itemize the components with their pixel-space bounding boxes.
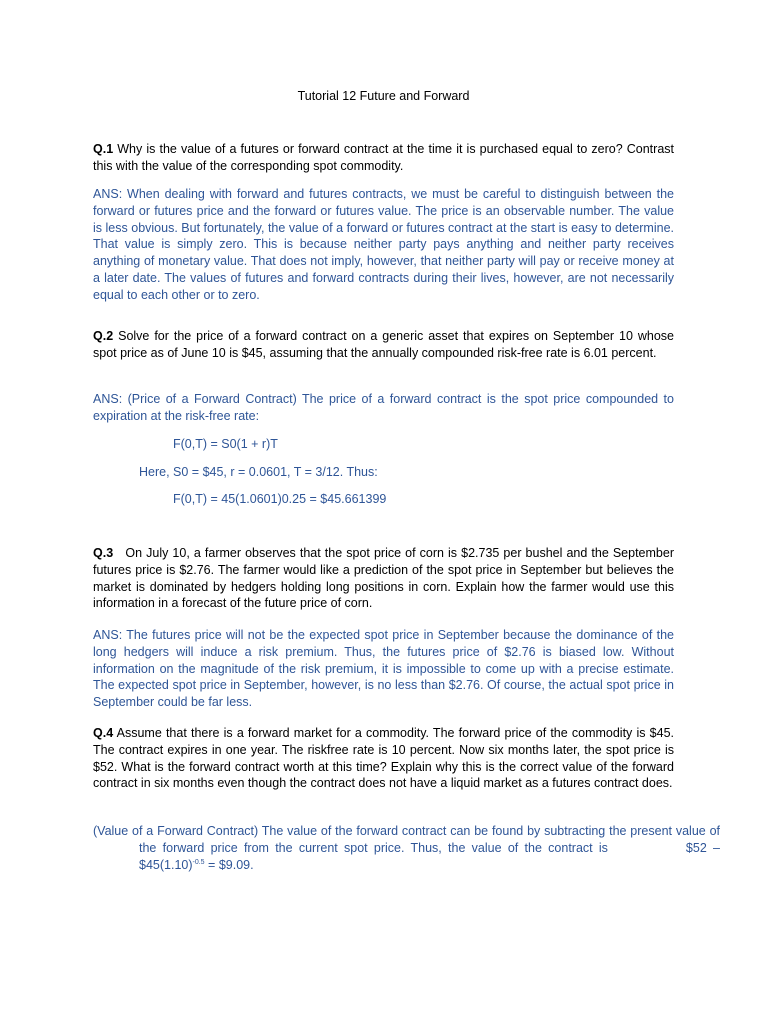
- question-1-number: Q.1: [93, 142, 114, 156]
- question-2-number: Q.2: [93, 329, 114, 343]
- document-title: Tutorial 12 Future and Forward: [297, 89, 470, 103]
- answer-4-expression: $52 – $45(1.10): [139, 840, 720, 872]
- answer-4: [93, 823, 720, 873]
- question-4-text: Assume that there is a forward market for a commodity. The forward price of the commodity is $45. The contract expires in one year. The riskfree rate is 10 percent. Now six months later, the spot price is $52. What is the forward contract worth at this time? Explain why this is the correct value of the forward contract in six months even though the contract does not have a liquid market as a futures contract does.: [93, 726, 674, 791]
- question-3-number: Q.3: [93, 546, 114, 560]
- answer-2: ANS: (Price of a Forward Contract) The price of a forward contract is the spot price compounded to expiration at the risk-free rate:: [93, 392, 674, 423]
- answer-4-result: = $9.09.: [204, 857, 254, 872]
- question-3: [93, 545, 678, 612]
- forward-price-inputs: Here, S0 = $45, r = 0.0601, T = 3/12. Thus:: [139, 465, 378, 479]
- answer-4-text: (Value of a Forward Contract) The value of the forward contract can be found by subtracting the present value of the forward price from the current spot price. Thus, the value of the contract is: [93, 824, 720, 855]
- question-4-number: Q.4: [93, 726, 114, 740]
- answer-4-exponent: -0.5: [192, 858, 205, 866]
- answer-3: ANS: The futures price will not be the expected spot price in September because the dominance of the long hedgers will induce a risk premium. Thus, the futures price of $2.76 is biased low. Without information on the magnitude of the risk premium, it is impossible to come up with a precise estimate. The expected spot price in September, however, is no less than $2.76. Of course, the actual spot price in September could be far less.: [93, 628, 674, 710]
- question-2-text: Solve for the price of a forward contract on a generic asset that expires on September 10 whose spot price as of June 10 is $45, assuming that the annually compounded risk-free rate is 6.01 percent.: [93, 329, 674, 360]
- question-3-text: On July 10, a farmer observes that the spot price of corn is $2.735 per bushel and the September futures price is $2.76. The farmer would like a prediction of the spot price in September but believes the market is dominated by hedgers holding long positions in corn. Explain how the farmer would use this information in a forecast of the future price of corn.: [93, 546, 678, 611]
- question-2: [93, 328, 674, 362]
- question-1-text: Why is the value of a futures or forward contract at the time it is purchased equal to zero? Contrast this with the value of the corresponding spot commodity.: [93, 142, 674, 173]
- answer-1: ANS: When dealing with forward and futures contracts, we must be careful to distinguish between the forward or futures price and the forward or futures value. The price is an observable number. The value is less obvious. But fortunately, the value of a forward or futures contract at the start is easy to determine. That value is simply zero. This is because neither party pays anything and neither party receives anything of monetary value. That does not imply, however, that neither party will pay or receive money at a later date. The values of futures and forward contracts during their lives, however, are not necessarily equal to each other or to zero.: [93, 187, 674, 302]
- forward-price-result: F(0,T) = 45(1.0601)0.25 = $45.661399: [173, 492, 387, 506]
- question-1: [93, 141, 674, 175]
- question-4: [93, 725, 674, 792]
- forward-price-formula: F(0,T) = S0(1 + r)T: [173, 437, 278, 451]
